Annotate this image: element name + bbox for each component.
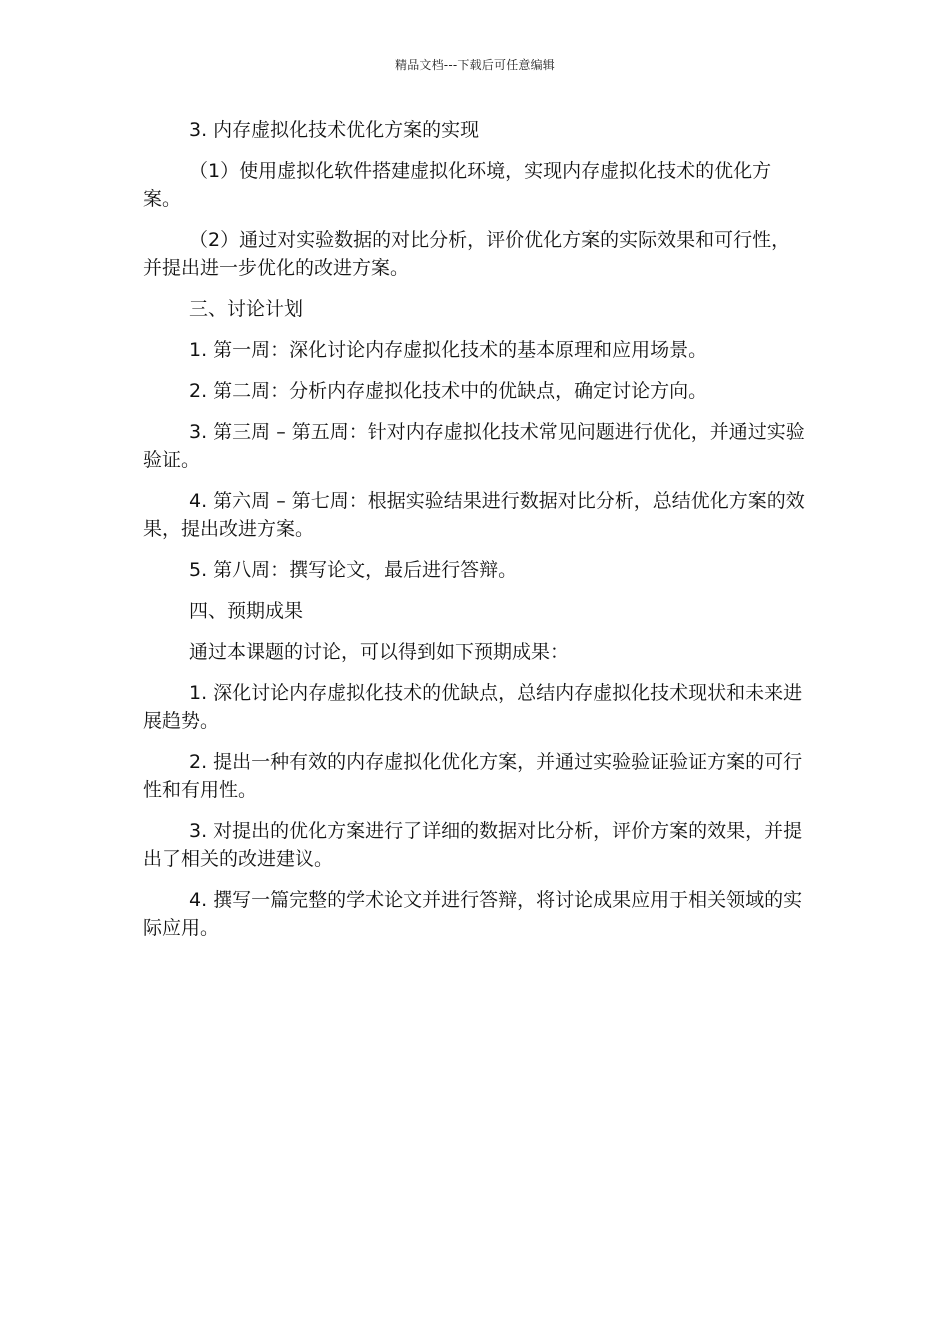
- plan-item: 4. 第六周 – 第七周：根据实验结果进行数据对比分析，总结优化方案的效果，提出改进方案。: [143, 490, 805, 540]
- plan-item: 5. 第八周：撰写论文，最后进行答辩。: [189, 559, 518, 581]
- paragraph-item: （2）通过对实验数据的对比分析，评价优化方案的实际效果和可行性，并提出进一步优化的改进方案。: [143, 229, 791, 279]
- plan-item: 1. 第一周：深化讨论内存虚拟化技术的基本原理和应用场景。: [189, 339, 708, 361]
- section-heading-expected-results: 四、预期成果: [189, 600, 304, 622]
- plan-item: 3. 第三周 – 第五周：针对内存虚拟化技术常见问题进行优化，并通过实验验证。: [143, 421, 805, 471]
- document-body: [143, 116, 807, 955]
- section-heading-discussion-plan: 三、讨论计划: [189, 298, 304, 320]
- result-item: 1. 深化讨论内存虚拟化技术的优缺点，总结内存虚拟化技术现状和未来进展趋势。: [143, 682, 803, 732]
- result-item: 3. 对提出的优化方案进行了详细的数据对比分析，评价方案的效果，并提出了相关的改进建议。: [143, 820, 803, 870]
- paragraph-item: （1）使用虚拟化软件搭建虚拟化环境，实现内存虚拟化技术的优化方案。: [143, 160, 772, 210]
- intro-paragraph: 通过本课题的讨论，可以得到如下预期成果：: [189, 641, 570, 663]
- result-item: 4. 撰写一篇完整的学术论文并进行答辩，将讨论成果应用于相关领域的实际应用。: [143, 889, 803, 939]
- section-heading-implementation: 3. 内存虚拟化技术优化方案的实现: [189, 119, 480, 141]
- plan-item: 2. 第二周：分析内存虚拟化技术中的优缺点，确定讨论方向。: [189, 380, 708, 402]
- result-item: 2. 提出一种有效的内存虚拟化优化方案，并通过实验验证验证方案的可行性和有用性。: [143, 751, 803, 801]
- page-header: 精品文档---下载后可任意编辑: [395, 58, 555, 72]
